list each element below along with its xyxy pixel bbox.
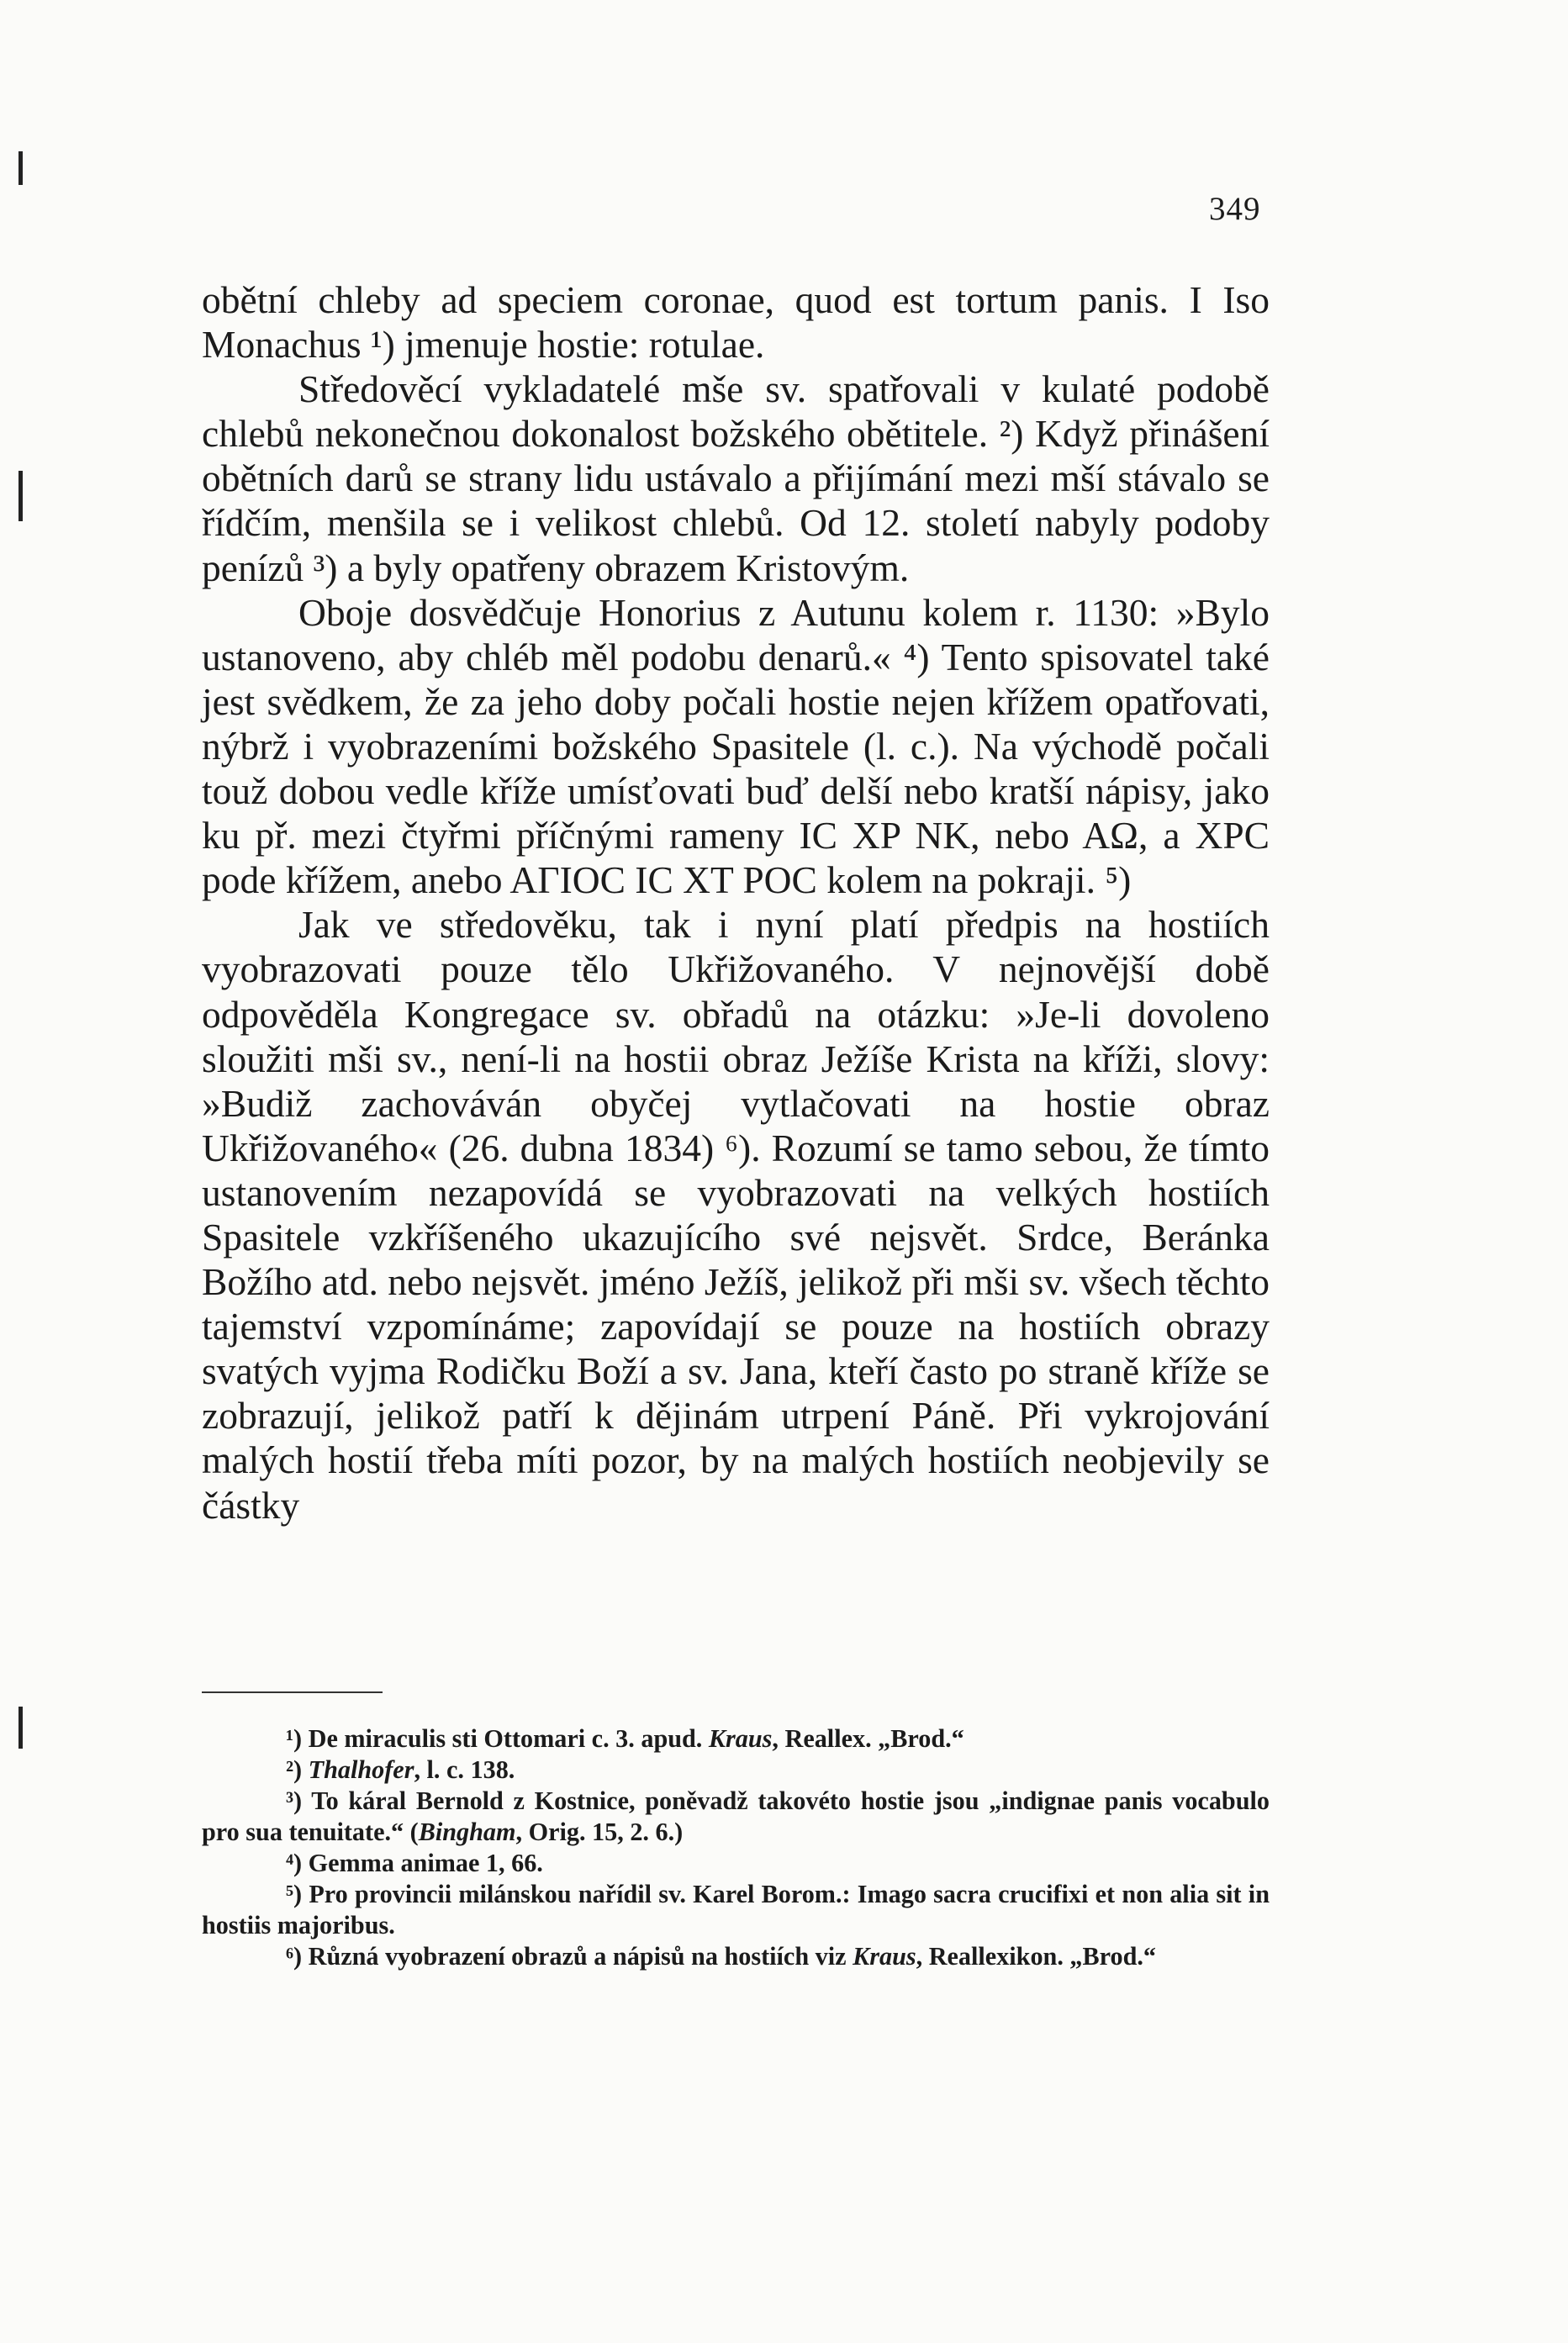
binding-edge-mark-top <box>18 151 23 185</box>
binding-edge-mark-bottom <box>18 1707 23 1749</box>
paragraph: obětní chleby ad speciem coronae, quod est tortum panis. I Iso Monachus ¹) jmenuje hostie: rotulae. <box>202 278 1270 367</box>
paragraph: Jak ve středověku, tak i nyní platí předpis na hostiích vyobrazovati pouze tělo Ukřižovaného. V nejnovější době odpověděla Kongregace sv. obřadů na otázku: »Je-li dovoleno sloužiti mši sv., není-li na hostii obraz Ježíše Krista na kříži, slovy: »Budiž zachováván obyčej vytlačovati na hostie obraz Ukřižovaného« (26. dubna 1834) ⁶). Rozumí se tamo sebou, že tímto ustanovením nezapovídá se vyobrazovati na velkých hostiích Spasitele vzkříšeného ukazujícího své nejsvět. Srdce, Beránka Božího atd. nebo nejsvět. jméno Ježíš, jelikož při mši sv. všech těchto tajemství vzpomínáme; zapovídají se pouze na hostiích obrazy svatých vyjma Rodičku Boží a sv. Jana, kteří často po straně kříže se zobrazují, jelikož patří k dějinám utrpení Páně. Při vykrojování malých hostií třeba míti pozor, by na malých hostiích neobjevily se částky <box>202 903 1270 1527</box>
body-text <box>202 277 1270 1528</box>
paragraph: Oboje dosvědčuje Honorius z Autunu kolem r. 1130: »Bylo ustanoveno, aby chléb měl podobu denarů.« ⁴) Tento spisovatel také jest svědkem, že za jeho doby počali hostie nejen křížem opatřovati, nýbrž i vyobrazeními božského Spasitele (l. c.). Na východě počali touž dobou vedle kříže umísťovati buď delší nebo kratší nápisy, jako ku př. mezi čtyřmi příčnými rameny IC XP NK, nebo AΩ, a XPC pode křížem, anebo AΓIOC IC XT POC kolem na pokraji. ⁵) <box>202 590 1270 902</box>
footnote-1: ¹) De miraculis sti Ottomari c. 3. apud. Kraus, Reallex. „Brod.“ <box>286 1724 964 1753</box>
paragraph: Středověcí vykladatelé mše sv. spatřovali v kulaté podobě chlebů nekonečnou dokonalost božského obětitele. ²) Když přinášení obětních darů se strany lidu ustávalo a přijímání mezi mší stávalo se řídčím, menšila se i velikost chlebů. Od 12. století nabyly podoby penízů ³) a byly opatřeny obrazem Kristovým. <box>202 367 1270 589</box>
footnote-6: ⁶) Různá vyobrazení obrazů a nápisů na hostiích viz Kraus, Reallexikon. „Brod.“ <box>286 1942 1157 1971</box>
footnote-2: ²) Thalhofer, l. c. 138. <box>286 1755 515 1784</box>
binding-edge-mark-middle <box>18 471 23 521</box>
footnote-4: ⁴) Gemma animae 1, 66. <box>286 1849 543 1877</box>
footnotes <box>202 1723 1270 1972</box>
footnote-separator <box>202 1691 383 1693</box>
footnote-3: ³) To káral Bernold z Kostnice, poněvadž takovéto hostie jsou „indignae panis vocabulo pro sua tenuitate.“ (Bingham, Orig. 15, 2. 6.) <box>202 1786 1270 1846</box>
footnote-5: ⁵) Pro provincii milánskou nařídil sv. Karel Borom.: Imago sacra crucifixi et non alia sit in hostiis majoribus. <box>202 1880 1270 1939</box>
page-number: 349 <box>1209 191 1261 227</box>
